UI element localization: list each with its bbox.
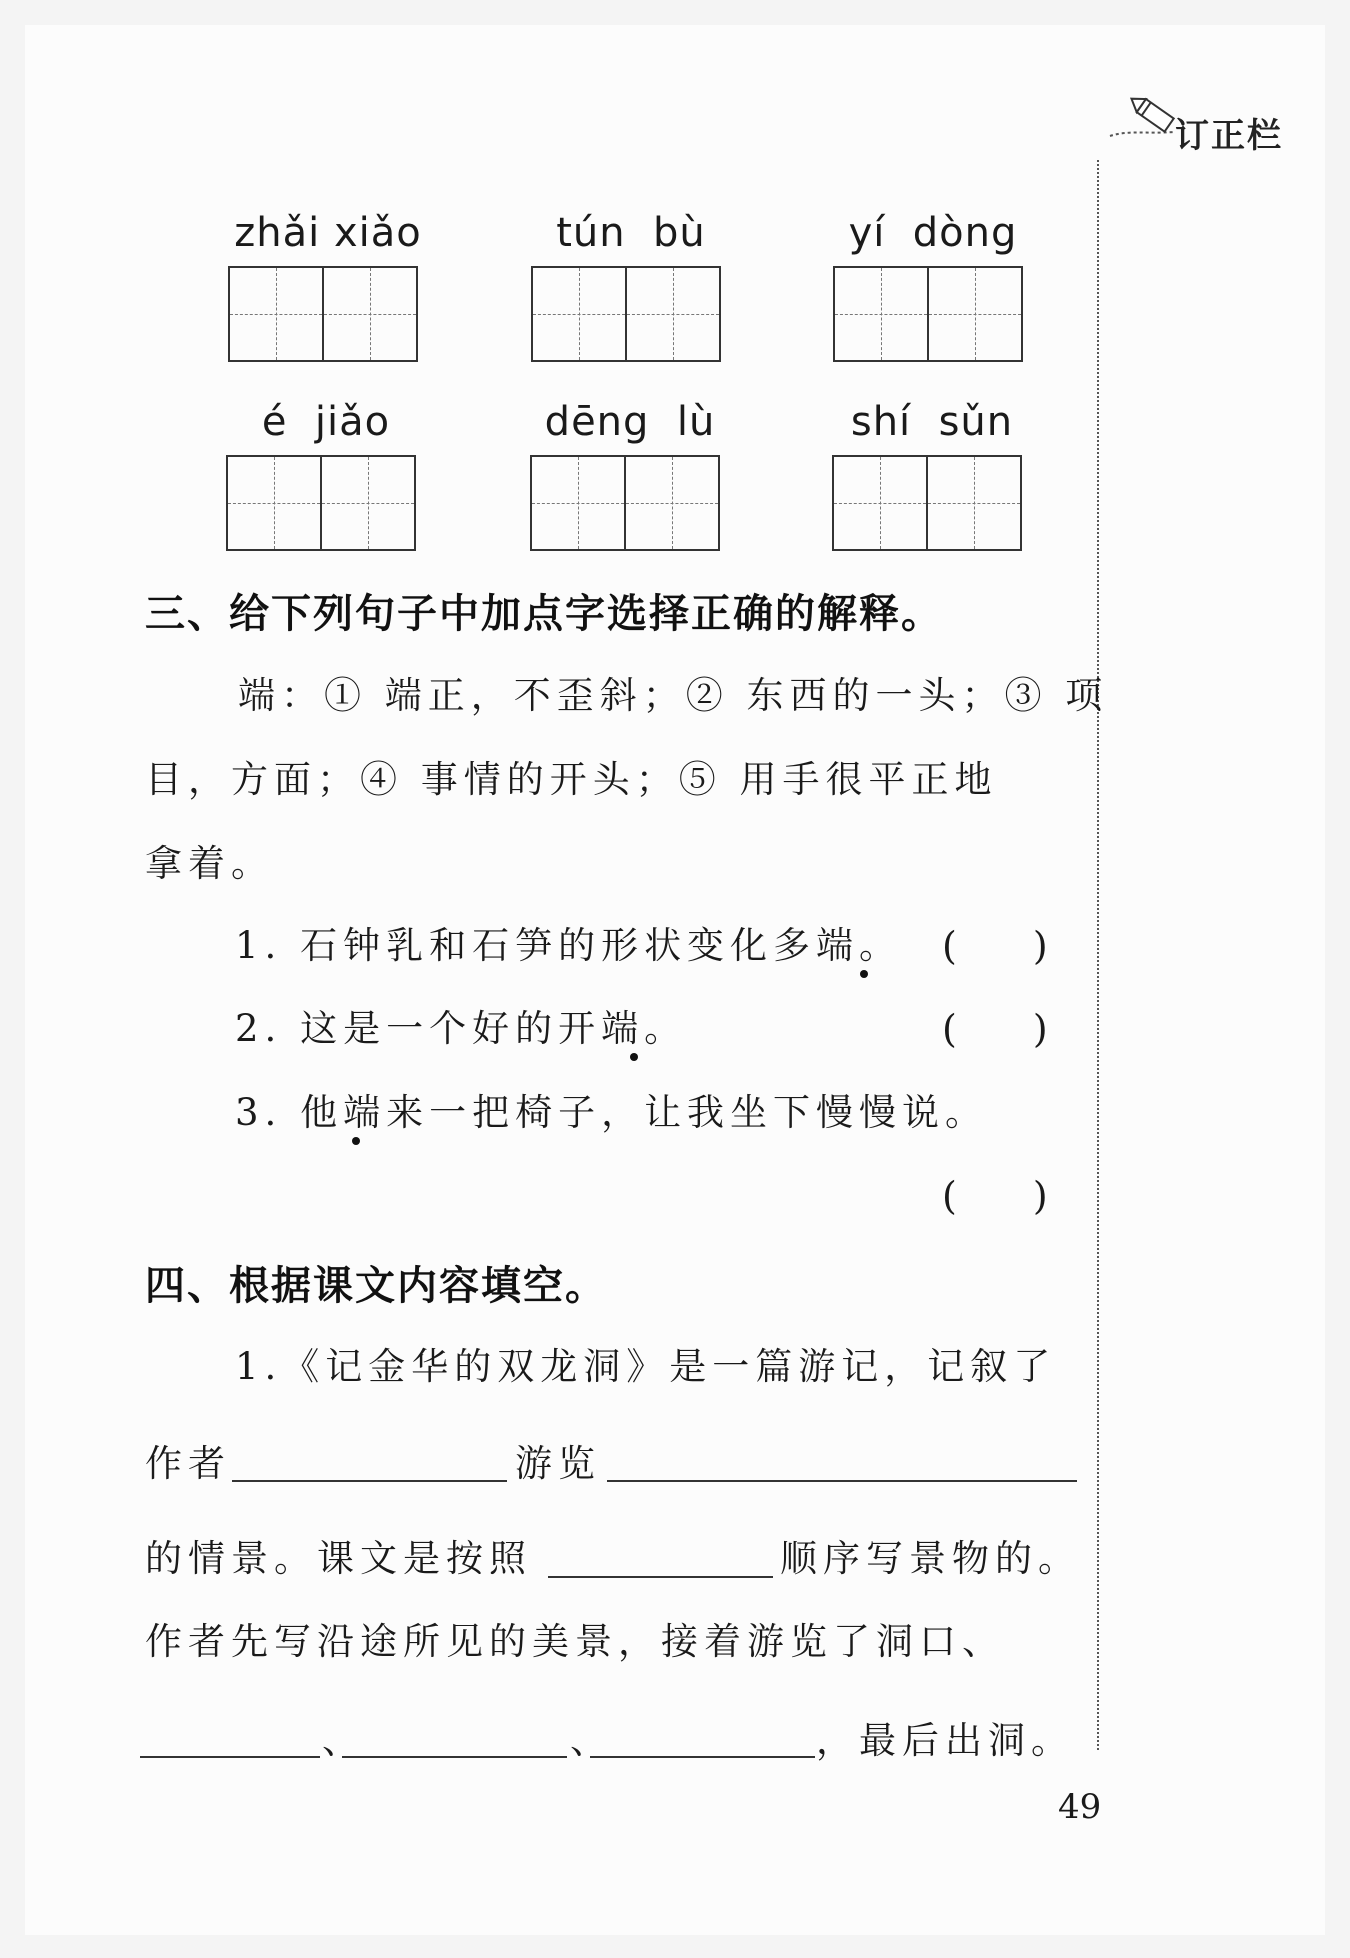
definition-line: 目，方面；④ 事情的开头；⑤ 用手很平正地 [145,758,998,801]
pinyin-text: é jiǎo [261,399,391,445]
pinyin-text: zhǎi xiǎo [234,210,422,256]
fill-text: 的情景。课文是按照 [145,1537,532,1580]
page-number: 49 [1058,1787,1102,1827]
pinyin-text: yí dòng [848,210,1018,256]
fill-text: 游览 [515,1442,601,1485]
correction-column-title: 订正栏 [1175,116,1283,156]
writing-grid[interactable] [226,455,416,551]
writing-grid[interactable] [832,455,1022,551]
section3-heading: 三、给下列句子中加点字选择正确的解释。 [145,591,943,637]
correction-divider [1097,160,1099,1750]
fill-blank[interactable] [342,1756,567,1758]
separator: 、 [570,1719,613,1762]
pinyin-text: tún bù [556,210,706,256]
fill-line-1: 1.《记金华的双龙洞》是一篇游记，记叙了 [235,1345,1057,1388]
question-2: 2. 这是一个好的开端。 [235,1007,688,1050]
emphasis-dot [352,1137,360,1145]
definition-line: 端：① 端正，不歪斜；② 东西的一头；③ 项 [238,674,1109,717]
writing-grid[interactable] [531,266,721,362]
question-3: 3. 他端来一把椅子，让我坐下慢慢说。 [235,1091,989,1134]
question-1: 1. 石钟乳和石笋的形状变化多端。 [235,924,903,967]
emphasis-dot [630,1053,638,1061]
section4-heading: 四、根据课文内容填空。 [145,1263,607,1309]
separator: 、 [322,1719,365,1762]
fill-text: 顺序写景物的。 [780,1537,1081,1580]
fill-text: 作者 [145,1442,231,1485]
writing-grid[interactable] [530,455,720,551]
fill-text: ，最后出洞。 [816,1719,1074,1762]
fill-line-4: 作者先写沿途所见的美景，接着游览了洞口、 [145,1620,1005,1663]
fill-blank[interactable] [232,1480,507,1482]
definition-line: 拿着。 [145,842,274,885]
answer-blank[interactable]: ( ) [942,1174,1048,1218]
fill-blank[interactable] [607,1480,1077,1482]
pinyin-text: dēng lù [544,399,716,445]
fill-blank[interactable] [590,1756,815,1758]
fill-blank[interactable] [140,1756,320,1758]
writing-grid[interactable] [228,266,418,362]
answer-blank[interactable]: ( ) [942,1007,1048,1051]
pinyin-text: shí sǔn [850,399,1014,445]
answer-blank[interactable]: ( ) [942,924,1048,968]
writing-grid[interactable] [833,266,1023,362]
emphasis-dot [860,970,868,978]
pencil-icon [1108,90,1178,146]
fill-blank[interactable] [548,1576,773,1578]
